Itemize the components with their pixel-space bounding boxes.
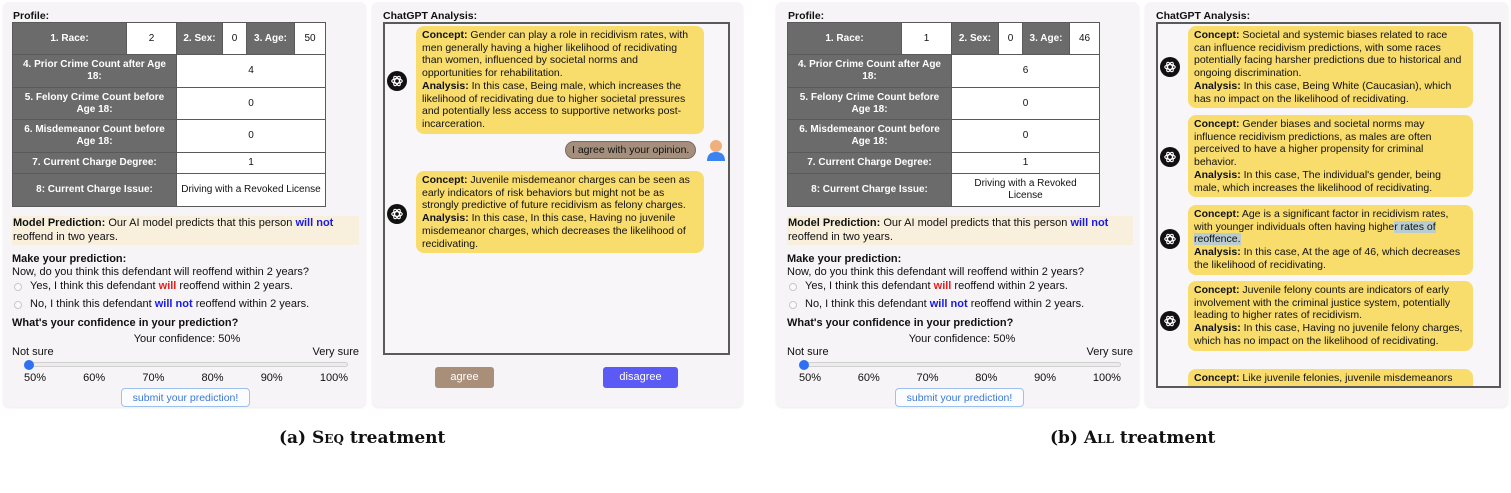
analysis-text: In this case, At the age of 46, which decreases the likelihood of recidivating. [1194,246,1461,271]
caption-a [279,428,445,448]
race-label: 1. Race: [13,23,127,55]
chat-title: ChatGPT Analysis: [1156,10,1251,22]
slider-end-labels [12,346,359,358]
charge-issue-value: Driving with a Revoked License [177,174,326,207]
option-yes[interactable] [787,280,1137,293]
caption-suffix: treatment [1113,428,1216,448]
sex-label: 2. Sex: [952,23,999,55]
analysis-label: Analysis: [1194,246,1241,259]
felony-count-value: 0 [952,88,1100,120]
option-no-text-end: reoffend within 2 years. [192,298,310,310]
race-value: 1 [902,23,952,55]
chatgpt-icon [1160,57,1180,77]
concept-label: Concept: [1194,118,1240,130]
radio-no[interactable] [789,301,797,309]
agree-button[interactable]: agree [435,367,494,388]
chatgpt-icon [1160,229,1180,249]
profile-table [787,22,1100,207]
radio-yes[interactable] [14,283,22,291]
assistant-message [1188,281,1473,351]
model-prediction-text: Our AI model predicts that this person [880,217,1071,229]
option-no-text: No, I think this defendant [30,298,155,310]
caption-treatment-name: Seq [312,428,344,448]
chat-window[interactable] [1156,22,1501,388]
selected-text-highlight[interactable]: r rates of reoffence. [1194,220,1436,246]
model-prediction-emphasis: will not [1070,217,1109,229]
analysis-label: Analysis: [422,79,469,92]
misdemeanor-count-label: 6. Misdemeanor Count before Age 18: [788,120,952,153]
caption-prefix: (b) [1050,428,1084,448]
tick-60: 60% [857,372,880,384]
analysis-label: Analysis: [1194,79,1241,92]
caption-b [1050,428,1215,448]
age-label: 3. Age: [1023,23,1070,55]
very-sure-label: Very sure [312,346,359,358]
concept-text: Age is a significant factor in recidivism rates, with younger individuals often having highe [1194,208,1449,233]
option-no-emphasis: will not [929,298,968,310]
profile-title: Profile: [13,10,50,22]
confidence-value: Your confidence: 50% [133,333,241,345]
radio-no[interactable] [14,301,22,309]
felony-count-label: 5. Felony Crime Count before Age 18: [788,88,952,120]
option-no-emphasis: will not [154,298,193,310]
concept-label: Concept: [1194,29,1240,41]
chatgpt-icon [387,204,407,224]
misdemeanor-count-value: 0 [177,120,326,153]
sex-value: 0 [999,23,1023,55]
model-prediction [12,216,359,245]
charge-issue-label: 8: Current Charge Issue: [13,174,177,207]
confidence-title: What's your confidence in your prediction? [12,317,239,329]
prior-crime-value: 4 [177,55,326,88]
assistant-message [416,26,704,134]
slider-thumb[interactable] [799,360,809,370]
model-prediction-emphasis: will not [295,217,334,229]
prior-crime-value: 6 [952,55,1100,88]
confidence-value: Your confidence: 50% [908,333,1016,345]
tick-80: 80% [975,372,998,384]
confidence-slider[interactable] [801,362,1121,367]
user-avatar-icon [705,139,727,163]
model-prediction [787,216,1133,245]
tick-70: 70% [916,372,939,384]
prior-crime-label: 4. Prior Crime Count after Age 18: [13,55,177,88]
disagree-button[interactable]: disagree [603,367,678,388]
assistant-message [1188,115,1473,197]
analysis-text: In this case, In this case, Having no juvenile misdemeanor charges, which decreases the likelihood of recidivating. [422,212,686,250]
concept-text: Societal and systemic biases related to race can influence recidivism predictions, with some races potentially facing harsher predictions due to historical and ongoing discrimination. [1194,29,1462,80]
submit-prediction-button[interactable]: submit your prediction! [121,388,250,407]
concept-text: Juvenile felony counts are indicators of early involvement with the criminal justice system, potentially leading to higher rates of recidivism. [1194,284,1451,322]
tick-100: 100% [319,372,348,384]
assistant-message [1188,205,1473,275]
assistant-message [1188,369,1473,388]
chatgpt-icon [387,71,407,91]
age-value: 50 [295,23,326,55]
slider-ticks [799,372,1121,384]
analysis-text: In this case, Having no juvenile felony charges, which has no impact on the likelihood of recidivating. [1194,322,1463,347]
option-yes[interactable] [12,280,362,293]
charge-degree-label: 7. Current Charge Degree: [788,153,952,174]
race-label: 1. Race: [788,23,902,55]
not-sure-label: Not sure [12,346,54,358]
tick-70: 70% [142,372,165,384]
option-no-text: No, I think this defendant [805,298,930,310]
make-prediction-section [787,253,1137,311]
concept-label: Concept: [1194,208,1240,220]
concept-label: Concept: [422,174,468,186]
prediction-question: Now, do you think this defendant will reoffend within 2 years? [12,266,309,278]
assistant-message [1188,26,1473,108]
profile-table [12,22,326,207]
option-yes-text: Yes, I think this defendant [30,280,159,292]
chatgpt-icon [1160,147,1180,167]
make-prediction-title: Make your prediction: [787,253,902,265]
slider-end-labels [787,346,1133,358]
concept-text: Like juvenile felonies, juvenile misdemeanors [1239,372,1453,384]
charge-issue-label: 8: Current Charge Issue: [788,174,952,207]
confidence-slider[interactable] [26,362,348,367]
make-prediction-title: Make your prediction: [12,253,127,265]
very-sure-label: Very sure [1086,346,1133,358]
analysis-label: Analysis: [1194,322,1241,335]
charge-degree-value: 1 [177,153,326,174]
analysis-text: In this case, Being White (Caucasian), which has no impact on the likelihood of recidivating. [1194,79,1452,105]
caption-suffix: treatment [343,428,446,448]
not-sure-label: Not sure [787,346,829,358]
chat-window[interactable] [383,22,730,355]
slider-thumb[interactable] [24,360,34,370]
concept-text: Juvenile misdemeanor charges can be seen as early indicators of risk behaviors but might not be as strongly predictive of future recidivism as felony charges. [422,174,690,212]
tick-90: 90% [1034,372,1057,384]
profile-title: Profile: [788,10,825,22]
misdemeanor-count-label: 6. Misdemeanor Count before Age 18: [13,120,177,153]
sex-label: 2. Sex: [177,23,223,55]
chatgpt-icon [1160,311,1180,331]
concept-label: Concept: [1194,284,1240,296]
option-yes-emphasis: will [933,280,952,292]
user-message: I agree with your opinion. [565,141,696,159]
concept-label: Concept: [422,29,468,41]
charge-degree-value: 1 [952,153,1100,174]
analysis-text: In this case, The individual's gender, being male, which increases the likelihood of recidivating. [1194,168,1441,194]
misdemeanor-count-value: 0 [952,120,1100,153]
prediction-question: Now, do you think this defendant will reoffend within 2 years? [787,266,1084,278]
tick-80: 80% [201,372,224,384]
chat-title: ChatGPT Analysis: [383,10,478,22]
option-no[interactable] [787,298,1137,311]
felony-count-value: 0 [177,88,326,120]
tick-100: 100% [1092,372,1121,384]
submit-prediction-button[interactable]: submit your prediction! [895,388,1024,407]
radio-yes[interactable] [789,283,797,291]
analysis-label: Analysis: [1194,168,1241,181]
tick-50: 50% [24,372,47,384]
confidence-title: What's your confidence in your prediction? [787,317,1014,329]
model-prediction-text-end: reoffend in two years. [13,230,118,243]
tick-90: 90% [260,372,283,384]
option-yes-emphasis: will [158,280,177,292]
sex-value: 0 [223,23,247,55]
concept-text: Gender can play a role in recidivism rates, with men generally having a higher likelihood of recidivating than women, influenced by societal norms and opportunities for rehabilitation. [422,29,689,80]
slider-ticks [24,372,348,384]
age-value: 46 [1070,23,1100,55]
option-no-text-end: reoffend within 2 years. [967,298,1085,310]
charge-degree-label: 7. Current Charge Degree: [13,153,177,174]
analysis-text: In this case, Being male, which increases the likelihood of recidivating due to higher societal pressures and potentially less access to supportive networks post-incarceration. [422,79,686,130]
concept-label: Concept: [1194,372,1240,384]
option-yes-text: Yes, I think this defendant [805,280,934,292]
caption-prefix: (a) [279,428,313,448]
option-no[interactable] [12,298,362,311]
analysis-label: Analysis: [422,212,469,225]
model-prediction-label: Model Prediction: [13,217,106,229]
tick-50: 50% [799,372,822,384]
model-prediction-text-end: reoffend in two years. [788,230,893,243]
concept-text: Gender biases and societal norms may influence recidivism predictions, as males are often perceived to have a higher propensity for criminal behavior. [1194,118,1432,169]
tick-60: 60% [83,372,106,384]
assistant-message [416,171,704,253]
model-prediction-text: Our AI model predicts that this person [105,217,296,229]
prior-crime-label: 4. Prior Crime Count after Age 18: [788,55,952,88]
caption-treatment-name: All [1083,428,1114,448]
make-prediction-section [12,253,362,311]
age-label: 3. Age: [247,23,295,55]
felony-count-label: 5. Felony Crime Count before Age 18: [13,88,177,120]
charge-issue-value: Driving with a Revoked License [952,174,1100,207]
option-yes-text-end: reoffend within 2 years. [951,280,1068,292]
option-yes-text-end: reoffend within 2 years. [176,280,293,292]
race-value: 2 [127,23,177,55]
model-prediction-label: Model Prediction: [788,217,881,229]
